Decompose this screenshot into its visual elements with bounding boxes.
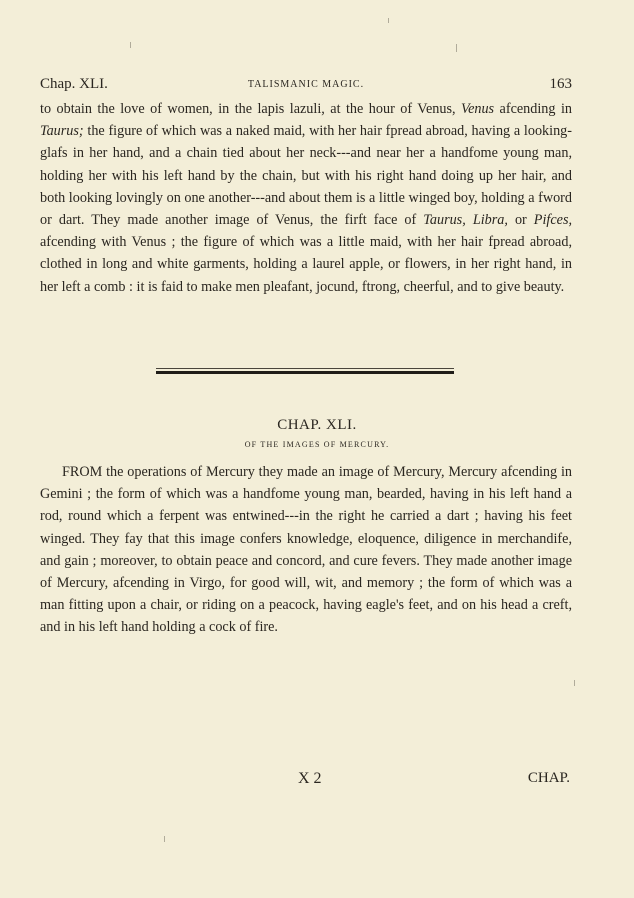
italic-pisces: Pifces, [533,212,573,229]
chapter-subheading: OF THE IMAGES OF MERCURY. [244,440,390,449]
italic-libra: Libra, [472,212,508,229]
running-header [40,76,572,96]
catchword: CHAP. [527,770,570,786]
header-chapter: Chap. XLI. [40,76,108,92]
paper-speck [388,18,389,23]
header-title: TALISMANIC MAGIC. [247,79,365,90]
divider-thick-rule [156,371,454,374]
paper-speck [574,680,575,686]
signature-mark: X 2 [298,770,322,787]
paper-speck [130,42,131,48]
page-number: 163 [549,76,572,92]
paragraph-mercury-images: FROM the operations of Mercury they made an image of Mercury, Mercury afcending in Gemini ; the form of which was a handfome young man, bearded, having in his left hand a rod, round which a ferpent was entwined---in the right he carried a dart ; having his feet winged. They fay that this image confers knowledge, eloquence, diligence in merchandife, and gain ; moreover, to obtain peace and concord, and cure fevers. They made another image of Mercury, afcending in Virgo, for good will, wit, and memory ; the form of which was a man fitting upon a chair, or riding on a peacock, having eagle's feet, and on his head a creft, and in his left hand holding a cock of fire. [40,464,572,636]
chapter-heading: CHAP. XLI. [277,417,357,433]
paragraph-venus-images: to obtain the love of women, in the lapis lazuli, at the hour of Venus, Venus afcending in Taurus; the figure of which was a naked maid, with her hair fpread abroad, having a looking-glafs in her hand, and a chain tied about her neck---and near her a handfome young man, holding her with his left hand by the chain, but with his right hand doing up her hair, and both looking lovingly on one another---and about them is a little winged boy, holding a fword or dart. They made another image of Venus, the firft face of Taurus, Libra, or Pifces, afcending with Venus ; the figure of which was a little maid, with her hair fpread abroad, clothed in long and white garments, holding a laurel apple, or flowers, in her right hand, in her left a comb : it is faid to make men pleafant, jocund, ftrong, cheerful, and to give beauty. [40,101,573,295]
italic-taurus-2: Taurus, [423,212,466,229]
paper-speck [456,44,457,52]
italic-venus: Venus [460,101,495,117]
divider-thin-rule [156,368,454,369]
paper-speck [164,836,165,842]
italic-taurus: Taurus; [40,123,84,140]
